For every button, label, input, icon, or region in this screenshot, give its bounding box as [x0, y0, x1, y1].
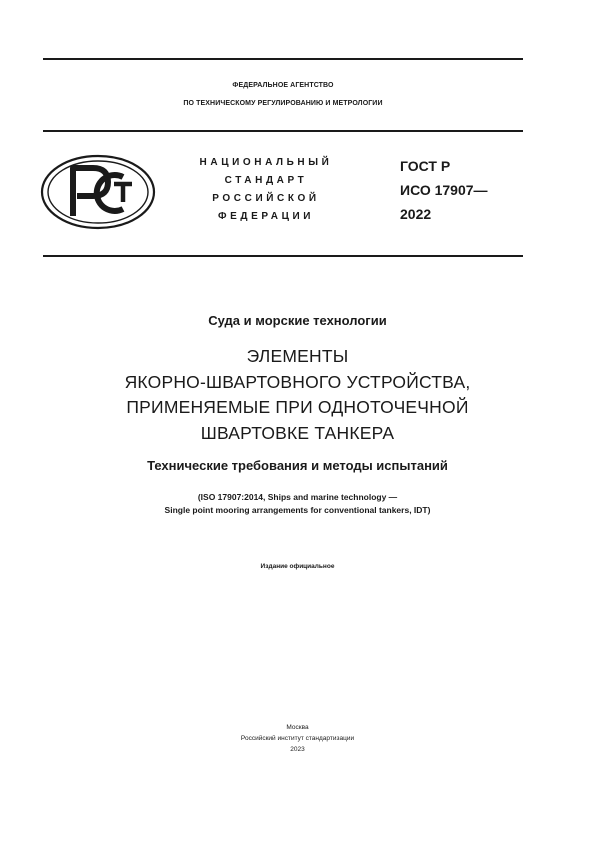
title-line-2: ЯКОРНО-ШВАРТОВНОГО УСТРОЙСТВА, — [124, 372, 471, 392]
agency-line-2: ПО ТЕХНИЧЕСКОМУ РЕГУЛИРОВАНИЮ И МЕТРОЛОГИИ — [183, 100, 383, 107]
iso-reference-line-2: Single point mooring arrangements for conventional tankers, IDT) — [164, 505, 431, 515]
standard-designation-line-3: 2022 — [400, 206, 432, 222]
subject-heading: Суда и морские технологии — [208, 313, 387, 328]
top-rule — [43, 58, 523, 60]
national-standard-line-1: НАЦИОНАЛЬНЫЙ — [199, 157, 333, 168]
title-line-3: ПРИМЕНЯЕМЫЕ ПРИ ОДНОТОЧЕЧНОЙ — [126, 397, 469, 417]
standard-designation-line-2: ИСО 17907— — [400, 182, 488, 198]
national-standard-line-2: СТАНДАРТ — [224, 175, 308, 186]
iso-reference-line-1: (ISO 17907:2014, Ships and marine technology — — [197, 492, 398, 502]
designation-rule — [43, 255, 523, 257]
subtitle: Технические требования и методы испытаний — [147, 458, 448, 473]
national-standard-line-3: РОССИЙСКОЙ — [212, 193, 320, 204]
imprint-year: 2023 — [290, 746, 305, 753]
imprint-city: Москва — [286, 724, 309, 731]
agency-line-1: ФЕДЕРАЛЬНОЕ АГЕНТСТВО — [232, 82, 334, 89]
edition-note: Издание официальное — [260, 563, 335, 570]
imprint-publisher: Российский институт стандартизации — [240, 735, 355, 742]
header-rule — [43, 130, 523, 132]
title-line-4: ШВАРТОВКЕ ТАНКЕРА — [200, 423, 395, 443]
rst-mark-icon — [40, 154, 156, 230]
standard-designation-line-1: ГОСТ Р — [400, 158, 451, 174]
national-standard-line-4: ФЕДЕРАЦИИ — [217, 211, 315, 222]
title-line-1: ЭЛЕМЕНТЫ — [246, 346, 349, 366]
